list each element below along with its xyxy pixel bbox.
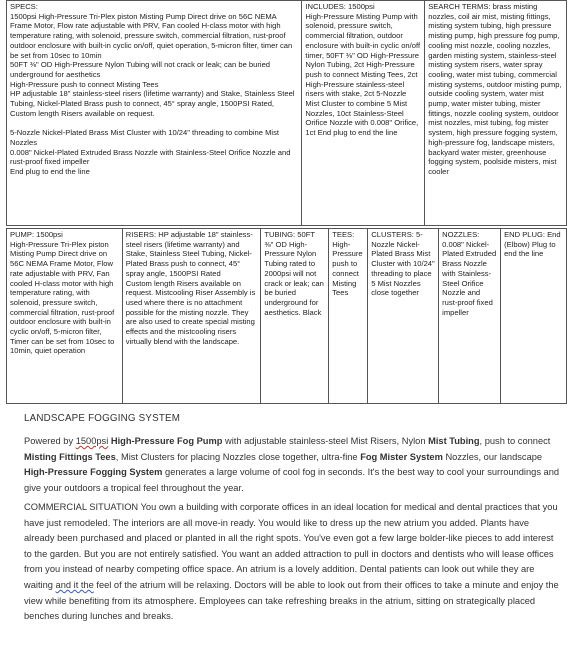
p1-text: Powered by [24, 436, 76, 446]
tubing-cell: TUBING: 50FT ⅜" OD High-Pressure Nylon Tubing rated to 2000psi will not crack or leak; can be buried underground for aesthetics. Black [261, 229, 329, 404]
search-terms-cell: SEARCH TERMS: brass misting nozzles, coil air mist, misting fittings, misting system tubing, high pressure misting pump, high pressure fog pump, cooling mist nozzle, cooling nozzles, garden misting system, stainless-steel misting system risers, water spray cooling, water mist tubing, commercial misting systems, outdoor misting pump, outside cooling system, water mist pump, water mister tubing, mister fittings, nozzle cooling system, outdoor mist nozzles, mist tubing, fog mister system, high pressure fogging system, high-pressure fog, landscape misters, backyard water mister, greenhouse fogging system, poolside misters, mist cooler [425, 1, 567, 226]
p1-fittings: Misting Fittings Tees [24, 451, 116, 462]
p1-fogging-system: High-Pressure Fogging System [24, 467, 163, 478]
tees-cell: TEES: High-Pressure push to connect Misting Tees [329, 229, 368, 404]
p1-psi: 1500psi [75, 436, 109, 446]
p2-text-2: feel of the atrium will be relaxing. Doctors will be able to look out from their offices to take a minute and enjoy the view while benefiting from its atmosphere. Employees can take refreshing breaks in the atrium, sitting on strategically placed benches during lunches and breaks. [24, 579, 559, 622]
pump-cell: PUMP: 1500psi High-Pressure Tri-Plex piston Misting Pump Direct drive on 56C NEMA Frame Motor, Flow rate adjustable with PRV, Fan cooled H-class motor with high temperature rating, with solenoid, pressure switch, commercial filtration, rust-proof outdoor enclosure with built-in cyclic on/off, 5-micron filter, Timer can be set from 10sec to 10min, quiet operation [7, 229, 123, 404]
section-title: LANDSCAPE FOGGING SYSTEM [24, 413, 181, 424]
risers-cell: RISERS: HP adjustable 18" stainless-steel risers (lifetime warranty) and Stake, Stainless Steel Tubing, Nickel-Plated Brass push to connect, 45° spray angle, 1500PSI Rated Custom length Risers available on request. Mistcooling Riser Assembly is used where there is no attachment possible for the misting nozzle. They are also used to create special misting effects and the mistcooling risers virtually blend with the landscape. [122, 229, 261, 404]
nozzles-cell: NOZZLES: 0.008" Nickel-Plated Extruded Brass Nozzle with Stainless-Steel Orifice Nozzle and rust-proof fixed impeller [439, 229, 501, 404]
commercial-paragraph [24, 500, 560, 625]
p1-text-3: , push to connect [479, 436, 551, 446]
includes-cell: INCLUDES: 1500psi High-Pressure Misting Pump with solenoid, pressure switch, commercial filtration, outdoor enclosure with built-in cyclic on/off timer, 50FT ⅜" OD High-Pressure Nylon Tubing, 2ct High-Pressure push to connect Misting Tees, 2ct High-Pressure stainless-steel risers with stake, 2ct 5-Nozzle Mist Cluster to combine 5 Mist Nozzles, 10ct Stainless-Steel Orifice Nozzle with 0.008" Orifice, 1ct End plug to end the line [302, 1, 425, 226]
p1-mist-tubing: Mist Tubing [428, 436, 480, 446]
components-table [6, 228, 567, 404]
specs-table [6, 0, 567, 226]
p1-text-4: , Mist Clusters for placing Nozzles close together, ultra-fine [115, 451, 361, 462]
p2-text: COMMERCIAL SITUATION You own a building with corporate offices in an ideal location for medical and dental practices that you have just remodeled. The interiors are all move-in ready. You would like to dress up the new atrium you added. Plants have already been purchased and placed or planted in all the right spots. You've even got a few large bolder-like pieces to add interest to the garden. But you are not entirely satisfied. You want an added attraction to pull in doctors and dentists who will lease offices from you instead of nearby competing office space. An atrium is a lovely addition. Dental patients can look out while they are waiting [24, 502, 558, 590]
p1-text-2: with adjustable stainless-steel Mist Risers, Nylon [222, 436, 429, 446]
p1-text-6: generates a large volume of cool fog in seconds. It's the best way to cool your surroundings and give your outdoors a tropical feel throughout the year. [24, 467, 560, 493]
clusters-cell: CLUSTERS: 5-Nozzle Nickel-Plated Brass Mist Cluster with 10/24" threading to place 5 Mist Nozzles close together [368, 229, 439, 404]
p1-fog-mister: Fog Mister System [360, 451, 443, 462]
p1-fog-pump: High-Pressure Fog Pump [110, 436, 223, 446]
specs-cell: SPECS: 1500psi High-Pressure Tri-Plex piston Misting Pump Direct drive on 56C NEMA Frame Motor, Flow rate adjustable with PRV, Fan cooled H-class motor with high temperature rating, with solenoid, pressure switch, commercial filtration, rust-proof outdoor enclosure with built-in cyclic on/off, quiet operation, 5-micron filter, timer can be set from 10sec to 10min 50FT ⅜" OD High-Pressure Nylon Tubing will not crack or leak; can be buried underground for aesthetics High-Pressure push to connect Misting Tees HP adjustable 18" stainless-steel risers (lifetime warranty) and Stake, Stainless Steel Tubing, Nickel-Plated Brass push to connect, 45° spray angle, 1500PSI Rated, Custom length Risers available on request. 5-Nozzle Nickel-Plated Brass Mist Cluster with 10/24" threading to combine Mist Nozzles 0.008" Nickel-Plated Extruded Brass Nozzle with Stainless-Steel Orifice Nozzle and rust-proof fixed impeller End plug to end the line [7, 1, 302, 226]
p2-grammar-flag: and it the [55, 579, 94, 590]
end-plug-cell: END PLUG: End (Elbow) Plug to end the line [501, 229, 567, 404]
p1-text-5: Nozzles, our landscape [442, 451, 543, 462]
intro-paragraph [24, 434, 560, 496]
